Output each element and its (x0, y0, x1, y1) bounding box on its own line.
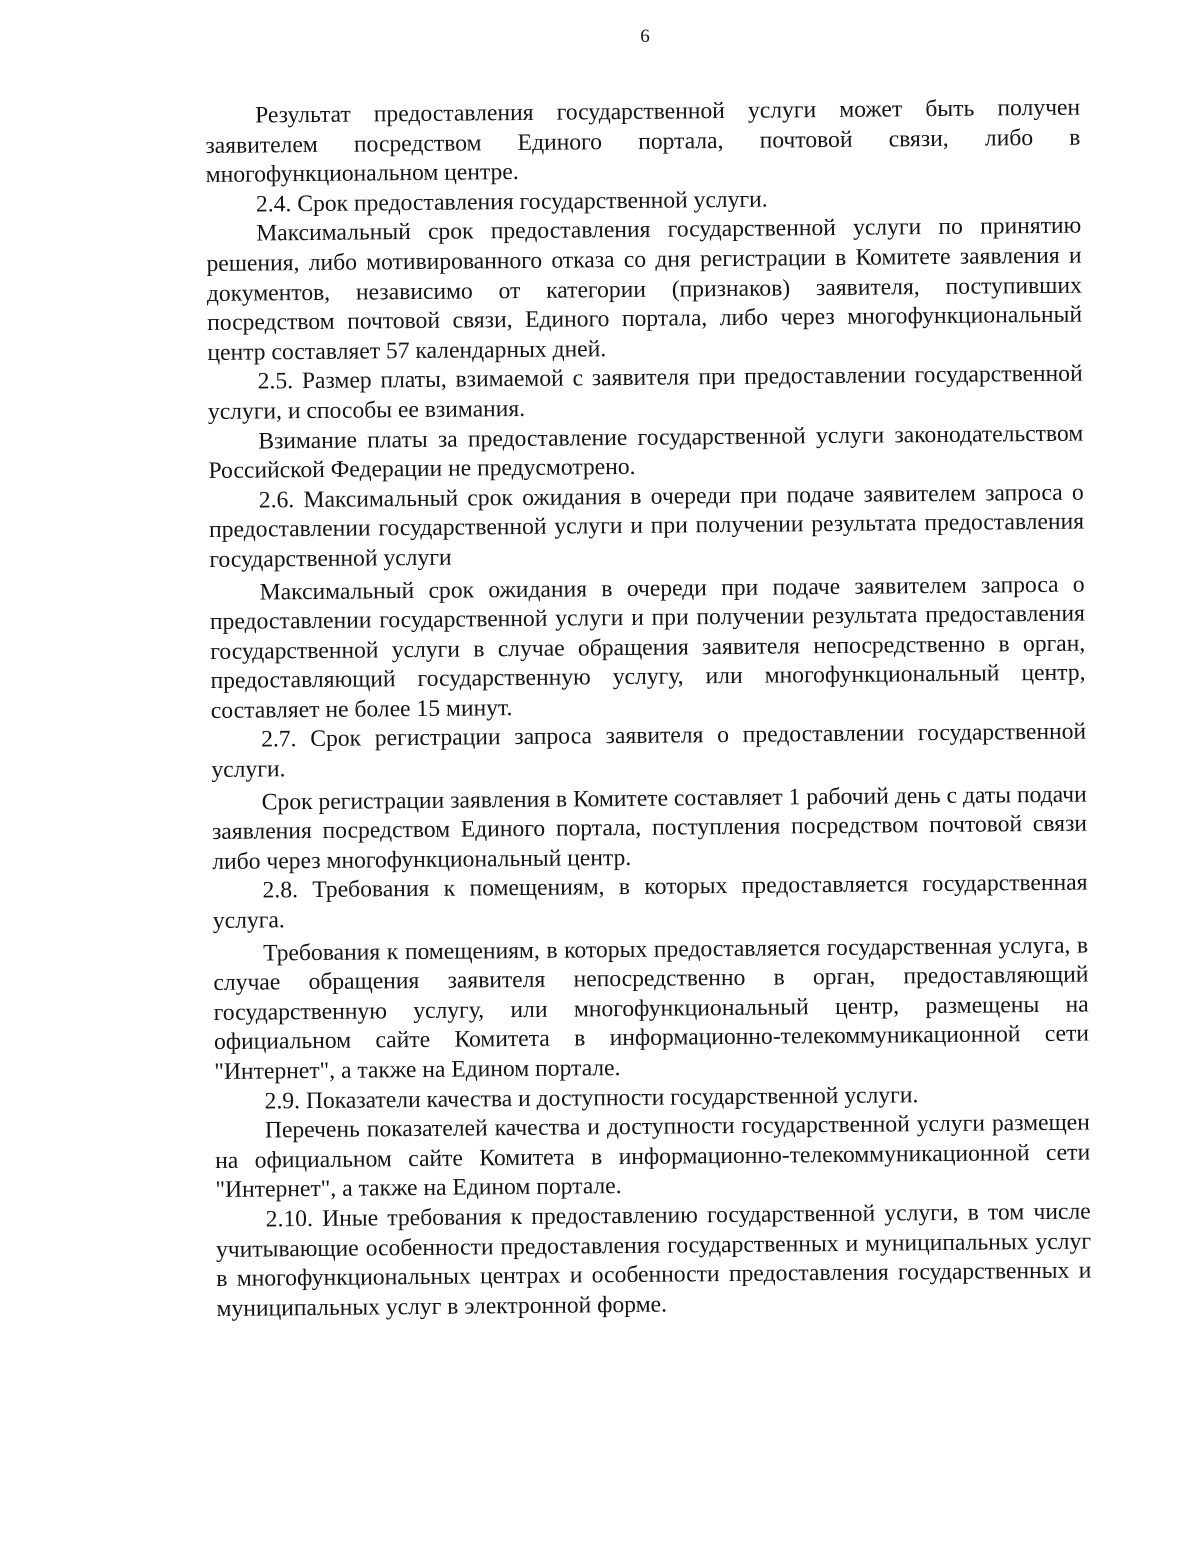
page-number: 6 (640, 26, 650, 47)
section-heading-2-8: 2.8. Требования к помещениям, в которых предоставляется государственная услуга. (212, 870, 1088, 934)
section-heading-2-4: 2.4. Срок предоставления государственной услуги. (255, 186, 768, 218)
section-heading-2-9: 2.9. Показатели качества и доступности государственной услуги. (264, 1081, 919, 1115)
paragraph-quality-indicators: Перечень показателей качества и доступности государственной услуги размещен на официальном сайте Комитета в информационно-телекоммуникационной сети "Интернет", а также на Едином портале. (215, 1109, 1091, 1204)
section-heading-2-10: 2.10. Иные требования к предоставлению государственной услуги, в том числе учитывающие особенности предоставления государственных и муниципальных услуг в многофункциональных центрах и особенности предоставления государственных и муниципальных услуг в электронной форме. (215, 1198, 1092, 1322)
paragraph-queue-time: Максимальный срок ожидания в очереди при подаче заявителем запроса о предоставлении государственной услуги и при получении результата предоставления государственной услуги в случае обращения заявителя непосредственно в орган, предоставляющий государственную услугу, или многофункциональный центр, составляет не более 15 минут. (209, 571, 1086, 724)
paragraph-fee: Взимание платы за предоставление государственной услуги законодательством Российской Федерации не предусмотрено. (208, 420, 1084, 485)
section-heading-2-6: 2.6. Максимальный срок ожидания в очереди при подаче заявителем запроса о предоставлении государственной услуги и при получении результата предоставления государственной услуги (208, 479, 1085, 573)
paragraph-premises: Требования к помещениям, в которых предоставляется государственная услуга, в случае обращения заявителя непосредственно в орган, предоставляющий государственную услугу, или многофункциональный центр, размещены на официальном сайте Комитета в информационно-телекоммуникационной сети "Интернет", а также на Едином портале. (213, 932, 1090, 1085)
paragraph-service-term: Максимальный срок предоставления государственной услуги по принятию решения, либо мотивированного отказа со дня регистрации в Комитете заявления и документов, независимо от категории (признаков) заявителя, поступивших посредством почтовой связи, Единого портала, либо через многофункциональный центр составляет 57 календарных дней. (206, 212, 1083, 366)
document-body (205, 94, 1092, 1325)
paragraph-registration-term: Срок регистрации заявления в Комитете составляет 1 рабочий день с даты подачи заявления посредством Единого портала, поступления посредством почтовой связи либо через многофункциональный центр. (211, 781, 1088, 875)
section-heading-2-5: 2.5. Размер платы, взимаемой с заявителя при предоставлении государственной услуги, и способы ее взимания. (207, 360, 1083, 425)
paragraph-result-delivery: Результат предоставления государственной услуги может быть получен заявителем посредством Единого портала, почтовой связи, либо в многофункциональном центре. (205, 94, 1081, 189)
section-heading-2-7: 2.7. Срок регистрации запроса заявителя о предоставлении государственной услуги. (211, 719, 1087, 784)
